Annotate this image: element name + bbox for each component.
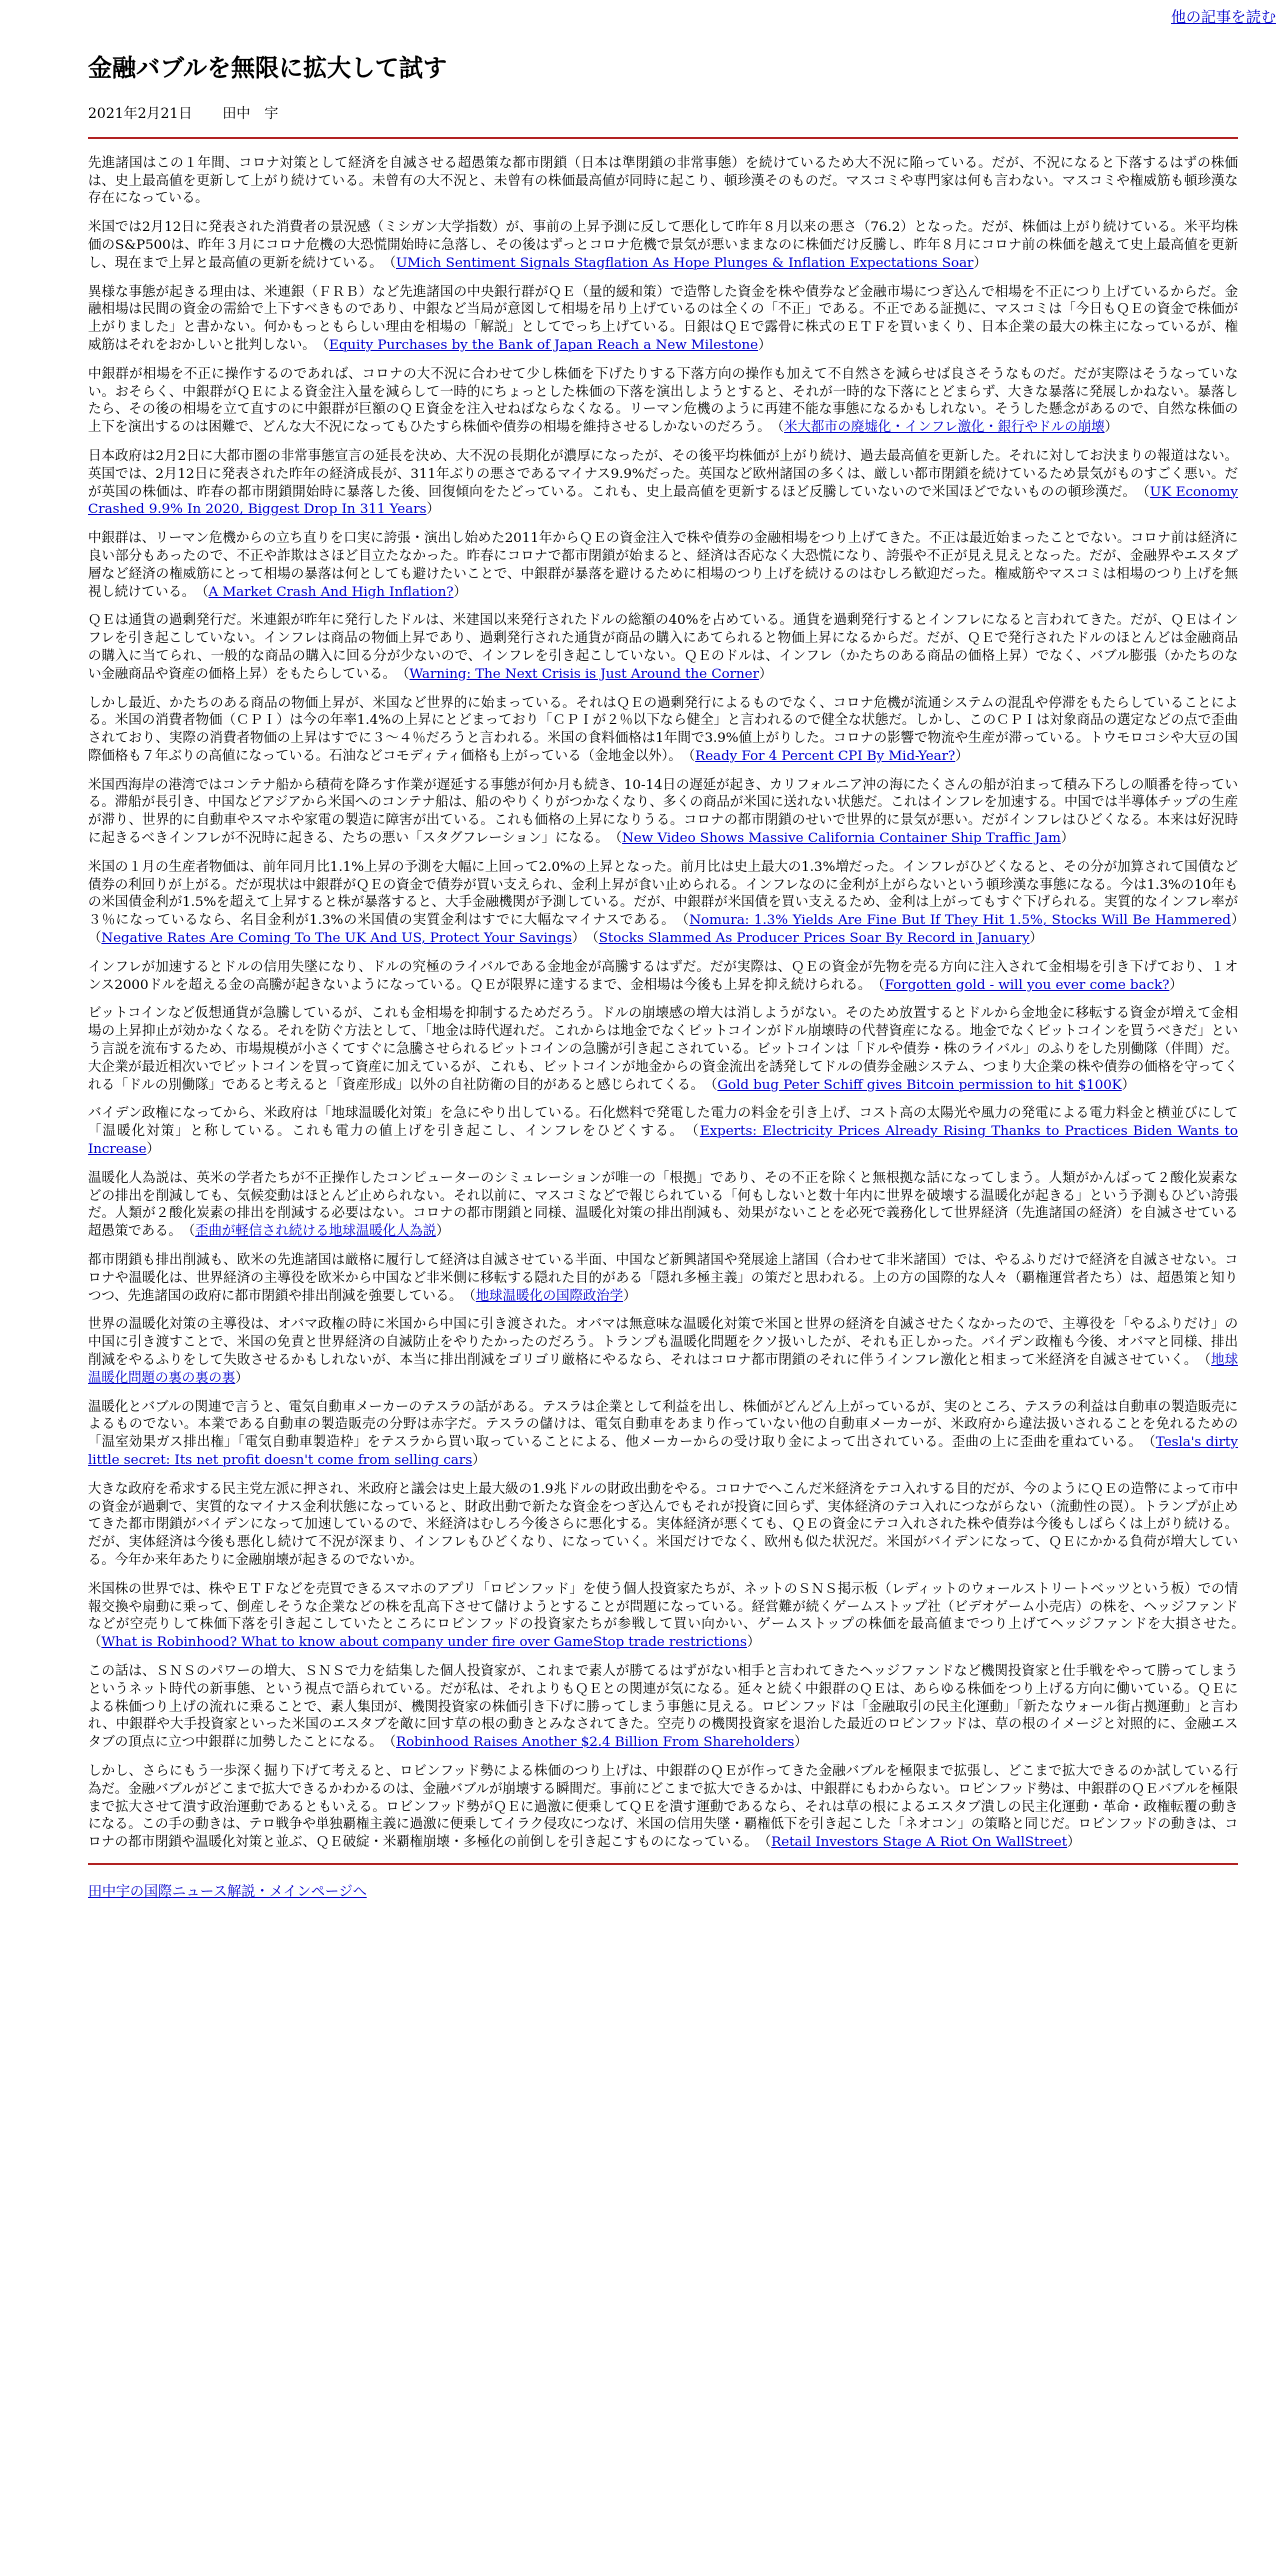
reference-link[interactable]: Experts: Electricity Prices Already Rising Thanks to Practices Biden Wants to Increase — [88, 1124, 1238, 1158]
page-title: 金融バブルを無限に拡大して試す — [88, 53, 448, 82]
article-paragraph — [88, 695, 1238, 766]
reference-link[interactable]: A Market Crash And High Inflation? — [208, 584, 454, 600]
reference-link[interactable]: Equity Purchases by the Bank of Japan Reach a New Milestone — [329, 337, 759, 353]
reference-link-wrapper: （地球温暖化の国際政治学） — [455, 1288, 637, 1304]
reference-link[interactable]: UMich Sentiment Signals Stagflation As Hope Plunges & Inflation Expectations Soar — [396, 255, 974, 271]
paragraph-text: 米国株の世界では、株やＥＴＦなどを売買できるスマホのアプリ「ロビンフッド」を使う個人投資家たちが、ネットのＳＮＳ掲示板（レディットのウォールストリートベッツという板）での情報交換や扇動に乗って、倒産しそうな企業などの株を乱高下させて儲けようとすることが問題になっている。経営難が続くゲームストップ社（ビデオゲーム小売店）の株を、ヘッジファンドなどが空売りして株価下落を引き起こしていたところにロビンフッドの投資家たちが参戦して買い向かい、ゲームストップの株価を最高値までつり上げてヘッジファンドを大損させた。 — [88, 1581, 1238, 1633]
reference-link-wrapper: （UK Economy Crashed 9.9% In 2020, Biggest Drop In 311 Years） — [88, 484, 1238, 518]
paragraph-text: 米国の１月の生産者物価は、前年同月比1.1%上昇の予測を大幅に上回って2.0%の上昇となった。前月比は史上最大の1.3%増だった。インフレがひどくなると、その分が加算されて国債など債券の利回りが上がる。だが現状は中銀群がＱＥの資金で債券が買い支えられ、金利上昇が食い止められる。インフレなのに金利が上がらないという頓珍漢な事態になる。今は1.3%の10年もの米国債金利が1.5%を超えて上昇すると株が暴落すると、大手金融機関が予測している。だが、中銀群が米国債を買い支えるため、金利は上がってもすぐ下げられる。実質的なインフレ率が３％になっているなら、名目金利が1.3%の米国債の実質金利はすでに大幅なマイナスである。 — [88, 859, 1238, 929]
article-paragraph — [88, 1663, 1238, 1752]
article-container — [88, 44, 1252, 1901]
reference-link[interactable]: Stocks Slammed As Producer Prices Soar By Record in January — [598, 931, 1030, 947]
paragraph-text: インフレが加速するとドルの信用失墜になり、ドルの究極のライバルである金地金が高騰するはずだ。だが実際は、ＱＥの資金が先物を売る方向に注入されて金相場を引き下げており、１オンス2000ドルを超える金の高騰が起きないようになっている。ＱＥが限界に達するまで、金相場は今後も上昇を抑え続けられる。 — [88, 959, 1238, 993]
paragraph-text: 温暖化とバブルの関連で言うと、電気自動車メーカーのテスラの話がある。テスラは企業として利益を出し、株価がどんどん上がっているが、実のところ、テスラの利益は自動車の製造販売によるものでない。本業である自動車の製造販売の分野は赤字だ。テスラの儲けは、電気自動車をあまり作っていない他の自動車メーカーが、米政府から違法扱いされることを免れるための「温室効果ガス排出権」「電気自動車製造枠」をテスラから買い取っていることによる、他メーカーからの受け取り金によって出されている。歪曲の上に歪曲を重ねている。 — [88, 1399, 1238, 1451]
reference-link[interactable]: 歪曲が軽信され続ける地球温暖化人為説 — [195, 1224, 437, 1240]
reference-link-wrapper: （Negative Rates Are Coming To The UK And US, Protect Your Savings） — [88, 913, 1252, 947]
paragraph-text: ビットコインなど仮想通貨が急騰しているが、これも金相場を抑制するためだろう。ドルの崩壊感の増大は消しようがない。そのため放置するとドルから金地金に移転する資金が増えて金相場の上昇抑止が効かなくなる。それを防ぐ方法として、「地金は時代遅れだ。これからは地金でなくビットコインがドル崩壊時の代替資産になる。地金でなくビットコインを買うべきだ」という言説を流布するため、市場規模が小さくてすぐに急騰させられるビットコインの急騰が引き起こされている。ビットコインは「ドルや債券・株のライバル」のふりをした別働隊（伴間）だ。大企業が最近相次いでビットコインを買って資産に加えているが、これも、ビットコインが地金からの資金流出を誘発してドルの債券金融システム、つまり大企業の株や債券の価格を守ってくれる「ドルの別働隊」であると考えると「資産形成」以外の自社防衛の目的があると感じられてくる。 — [88, 1006, 1238, 1093]
reference-link-wrapper: （歪曲が軽信され続ける地球温暖化人為説） — [175, 1224, 450, 1240]
reference-link[interactable]: Retail Investors Stage A Riot On WallStreet — [771, 1835, 1068, 1851]
article-paragraph — [88, 959, 1238, 995]
author-name: 田中 宇 — [222, 106, 279, 123]
paragraph-text: この話は、ＳＮＳのパワーの増大、ＳＮＳで力を結集した個人投資家が、これまで素人が勝てるはずがない相手と言われてきたヘッジファンドなど機関投資家と仕手戦をやって勝ってしまうというネット時代の新事態、という視点で語られている。だが私は、それよりもＱＥとの関連が気になる。延々と続く中銀群のＱＥは、あらゆる株価をつり上げる方向に働いている。ＱＥによる株価つり上げの流れに乗ることで、素人集団が、機関投資家の株価引き下げに勝ってしまう事態に見える。ロビンフッドは「金融取引の民主化運動」「新たなウォール街占拠運動」と言われ、中銀群や大手投資家といった米国のエスタブを敵に回す草の根の動きとみなされてきた。空売りの機関投資家を退治した最近のロビンフッドは、草の根のイメージと対照的に、金融エスタブの頂点に立つ中銀群に加勢したことになる。 — [88, 1663, 1238, 1751]
reference-link[interactable]: Nomura: 1.3% Yields Are Fine But If They Hit 1.5%, Stocks Will Be Hammered — [689, 913, 1231, 929]
reference-link[interactable]: New Video Shows Massive California Container Ship Traffic Jam — [622, 831, 1061, 847]
reference-link[interactable]: Ready For 4 Percent CPI By Mid-Year? — [695, 748, 956, 764]
paragraph-text: しかし最近、かたちのある商品の物価上昇が、米国など世界的に始まっている。それはＱＥの過剰発行によるものでなく、コロナ危機が流通システムの混乱や停滞をもたらしていることによる。米国の消費者物価（ＣＰＩ）は今の年率1.4%の上昇にとどまっており「ＣＰＩが２％以下なら健全」と言われるので健全な状態だ。しかし、このＣＰＩは対象商品の選定などの点で歪曲されており、実際の消費者物価の上昇はすでに３～４％だろうと言われる。米国の食料価格は1年間で3.9%値上がりした。コロナの影響で物流や生産が滞っている。トウモロコシや大豆の国際価格も７年ぶりの高値になっている。石油などコモディティ価格も上がっている（金地金以外）。 — [88, 695, 1238, 764]
reference-link-wrapper: （New Video Shows Massive California Container Ship Traffic Jam） — [601, 831, 1075, 847]
article-paragraph — [88, 1481, 1238, 1570]
reference-link-wrapper: （A Market Crash And High Inflation?） — [188, 584, 467, 600]
reference-link[interactable]: Robinhood Raises Another $2.4 Billion From Shareholders — [396, 1735, 795, 1751]
reference-link-wrapper: （What is Robinhood? What to know about company under fire over GameStop trade restrictions） — [88, 1617, 1252, 1651]
article-paragraph — [88, 612, 1238, 683]
paragraph-text: 日本政府は2月2日に大都市圏の非常事態宣言の延長を決め、大不況の長期化が濃厚になったが、その後平均株価が上がり続け、過去最高値を更新した。それに対してお決まりの報道はない。英国では、2月12日に発表された昨年の経済成長が、311年ぶりの悪さであるマイナス9.9%だった。英国など欧州諸国の多くは、厳しい都市閉鎖を続けているため景気がものすごく悪い。だが英国の株価は、昨春の都市閉鎖開始時に暴落した後、回復傾向をたどっている。これも、史上最高値を更新するほど反騰していないので米国ほどでないものの頓珍漢だ。 — [88, 448, 1238, 500]
reference-link[interactable]: 地球温暖化の国際政治学 — [475, 1288, 624, 1304]
reference-link-wrapper: （Stocks Slammed As Producer Prices Soar By Record in January） — [578, 931, 1043, 947]
article-paragraph — [88, 1581, 1252, 1652]
article-paragraph — [88, 219, 1238, 272]
reference-link-wrapper: （Retail Investors Stage A Riot On WallStreet） — [751, 1835, 1081, 1851]
reference-link[interactable]: Negative Rates Are Coming To The UK And US, Protect Your Savings — [101, 931, 572, 947]
reference-link[interactable]: Tesla's dirty little secret: Its net profit doesn't come from selling cars — [88, 1435, 1238, 1468]
reference-link-wrapper: （Ready For 4 Percent CPI By Mid-Year?） — [675, 748, 969, 764]
article-paragraph — [88, 284, 1238, 355]
paragraph-text: 都市閉鎖も排出削減も、欧米の先進諸国は厳格に履行して経済は自滅させている半面、中国など新興諸国や発展途上諸国（合わせて非米諸国）では、やるふりだけで経済を自滅させない。コロナや温暖化は、世界経済の主導役を欧米から中国など非米側に移転する隠れた目的がある「隠れ多極主義」の策だと思われる。上の方の国際的な人々（覇権運営者たち）は、超愚策と知りつつ、先進諸国の政府に都市閉鎖や排出削減を強要している。 — [88, 1253, 1238, 1304]
article-paragraph — [88, 155, 1238, 208]
paragraph-text: 温暖化人為説は、英米の学者たちが不正操作したコンピューターのシミュレーションが唯一の「根拠」であり、その不正を除くと無根拠な話になってしまう。人類がかんばって２酸化炭素などの排出を削減しても、気候変動はほとんど止められない。それ以前に、マスコミなどで報じられている「何もしないと数十年内に世界を破壊する温暖化が起きる」という予測もひどい誇張だ。人類が２酸化炭素の排出を削減する必要はない。コロナの都市閉鎖と同様、温暖化対策の排出削減も、効果がないことを必死で義務化して世界経済（先進諸国の経済）を自滅させている超愚策である。 — [88, 1170, 1238, 1240]
header-divider — [88, 137, 1238, 139]
main-page-link[interactable]: 田中宇の国際ニュース解説・メインページへ — [88, 1883, 367, 1900]
reference-link[interactable]: UK Economy Crashed 9.9% In 2020, Biggest Drop In 311 Years — [88, 484, 1238, 518]
reference-link-wrapper: （Nomura: 1.3% Yields Are Fine But If They Hit 1.5%, Stocks Will Be Hammered） — [668, 913, 1238, 929]
article-paragraph — [88, 1005, 1238, 1094]
reference-link-wrapper: （地球温暖化問題の裏の裏の裏） — [88, 1353, 1238, 1386]
paragraph-text: 中銀群は、リーマン危機からの立ち直りを口実に誇張・演出し始めた2011年からＱＥの資金注入で株や債券の金融相場をつり上げてきた。不正は最近始まったことでない。コロナ前は経済に良い部分もあったので、不正や詐欺はさほど目立たなかった。昨春にコロナで都市閉鎖が始まると、経済は否応なく大恐慌になり、誇張や不正が見え見えとなった。だが、金融界やエスタブ層など経済の権威筋にとって相場の暴落は何としても避けたいことで、中銀群が暴落を避けるために相場のつり上げを続けるのはむしろ歓迎だった。権威筋やマスコミは相場のつり上げを無視し続けている。 — [88, 531, 1238, 600]
article-paragraph — [88, 1763, 1238, 1852]
footer-divider — [88, 1863, 1238, 1865]
byline — [88, 105, 1238, 125]
paragraph-text: しかし、さらにもう一歩深く掘り下げて考えると、ロビンフッド勢による株価のつり上げは、中銀群のＱＥが作ってきた金融バブルを極限まで拡張し、どこまで拡大できるのか試している行為だ。金融バブルがどこまで拡大できるかわかるのは、金融バブルが崩壊する瞬間だ。事前にどこまで拡大できるかは、中銀群にもわからない。ロビンフッド勢は、中銀群のＱＥバブルを極限まで拡大させて潰す政治運動であるともいえる。ロビンフッド勢がＱＥに過激に便乗してＱＥを潰す運動であるなら、それは草の根によるエスタブ潰しの民主化運動・革命・政権転覆の動きになる。この手の動きは、テロ戦争や単独覇権主義に過激に便乗してイラク侵攻につなげ、米国の信用失墜・覇権低下を引き起こした「ネオコン」の策略と同じだ。ロビンフッドの動きは、コロナの都市閉鎖や温暖化対策と並ぶ、ＱＥ破綻・米覇権崩壊・多極化の前倒しを引き起こすものになっている。 — [88, 1763, 1238, 1851]
article-paragraph — [88, 1399, 1238, 1470]
reference-link-wrapper: （Tesla's dirty little secret: Its net profit doesn't come from selling cars） — [88, 1435, 1238, 1468]
article-paragraph — [88, 448, 1238, 519]
reference-link-wrapper: （Warning: The Next Crisis is Just Around the Corner） — [389, 666, 773, 682]
article-paragraph — [88, 1105, 1238, 1158]
paragraph-text: ＱＥは通貨の過剰発行だ。米連銀が昨年に発行したドルは、米建国以来発行されたドルの総額の40%を占めている。通貨を過剰発行するとインフレになると言われてきた。だが、ＱＥはインフレを引き起こしていない。インフレは商品の物価上昇であり、過剰発行された通貨が商品の購入にあてられると物価上昇になるからだ。だが、ＱＥで発行されたドルのほとんどは金融商品の購入に当てられ、一般的な商品の購入に回る分が少ないので、インフレを引き起こしていない。ＱＥのドルは、インフレ（かたちのある商品の価格上昇）でなく、バブル膨張（かたちのない金融商品や資産の価格上昇）をもたらしている。 — [88, 613, 1238, 682]
article-paragraph — [88, 530, 1238, 601]
paragraph-text: 米国では2月12日に発表された消費者の景況感（ミシガン大学指数）が、事前の上昇予測に反して悪化して昨年８月以来の悪さ（76.2）となった。だが、株価は上がり続けている。米平均株価のS&P500は、昨年３月にコロナ危機の大恐慌開始時に急落し、その後はずっとコロナ危機で景気が悪いままなのに株価だけ反騰し、昨年８月にコロナ前の株価を越えて史上最高値を更新し、現在まで上昇と最高値の更新を続けている。 — [88, 220, 1238, 271]
paragraph-text: 中銀群が相場を不正に操作するのであれば、コロナの大不況に合わせて少し株価を下げたりする下落方向の操作も加えて不自然さを減らせば良さそうなものだ。だが実際はそうなっていない。おそらく、中銀群がＱＥによる資金注入量を減らして一時的にちょっとした株価の下落を演出しようとすると、それが一時的な下落にとどまらず、大きな暴落に発展しかねない。暴落したら、その後の相場を立て直すのに中銀群が巨額のＱＥ資金を注入せねばならなくなる。リーマン危機のように再建不能な事態になるかもしれない。そうした懸念があるので、自然な株価の上下を演出するのは困難で、どんな大不況になってもひたすら株価や債券の相場を維持させるしかないのだろう。 — [88, 366, 1238, 436]
article-paragraph — [88, 1316, 1238, 1387]
article-paragraph — [88, 777, 1238, 848]
reference-link-wrapper: （Gold bug Peter Schiff gives Bitcoin permission to hit $100K） — [697, 1077, 1136, 1093]
paragraph-text: 米国西海岸の港湾ではコンテナ船から積荷を降ろす作業が遅延する事態が何か月も続き、10-14日の遅延が起き、カリフォルニア沖の海にたくさんの船が泊まって積み下ろしの順番を待っている。滞船が長引き、中国などアジアから米国へのコンテナ船は、船のやりくりがつかなくなり、多くの商品が米国に送れない状態だ。これはインフレを加速する。中国では半導体チップの生産が滞り、世界的に自動車やスマホや家電の製造に障害が出ている。これも価格の上昇になりうる。コロナの都市閉鎖のせいで世界的に景気が悪い。だがインフレはひどくなる。本来は好況時に起きるべきインフレが不況時に起きる、たちの悪い「スタグフレーション」になる。 — [88, 777, 1238, 847]
article-body — [88, 155, 1252, 1852]
reference-link[interactable]: Warning: The Next Crisis is Just Around the Corner — [409, 666, 759, 682]
reference-link[interactable]: Forgotten gold - will you ever come back? — [884, 977, 1170, 993]
paragraph-text: 異様な事態が起きる理由は、米連銀（ＦＲＢ）など先進諸国の中央銀行群がＱＥ（量的緩和策）で造幣した資金を株や債券など金融市場につぎ込んで相場を不正につり上げているからだ。金融相場は民間の資金の需給で上下すべきものであり、中銀など当局が意図して相場を吊り上げているのは全くの「不正」である。不正である証拠に、マスコミは「今日もＱＥの資金で株価が上がりました」と書かない。何かもっともらしい理由を相場の「解説」としてでっち上げている。日銀はＱＥで露骨に株式のＥＴＦを買いまくり、日本企業の最大の株主になっているが、権威筋はそれをおかしいと批判しない。 — [88, 284, 1238, 353]
article-paragraph — [88, 1170, 1238, 1241]
reference-link[interactable]: What is Robinhood? What to know about company under fire over GameStop trade restrictions — [101, 1635, 747, 1651]
article-paragraph — [88, 366, 1238, 437]
paragraph-text: 世界の温暖化対策の主導役は、オバマ政権の時に米国から中国に引き渡された。オバマは無意味な温暖化対策で米国と世界の経済を自滅させたくなかったので、主導役を「やるふりだけ」の中国に引き渡すことで、米国の免責と世界経済の自滅防止をやりたかったのだろう。トランプも温暖化問題をクソ扱いしたが、それも正しかった。バイデン政権も今後、オバマと同様、排出削減をやるふりをして失敗させるかもしれないが、本当に排出削減をゴリゴリ厳格にやるなら、それはコロナ都市閉鎖のそれに伴うインフレ激化と相まって米経済を自滅させていく。 — [88, 1317, 1238, 1368]
reference-link-wrapper: （Forgotten gold - will you ever come back?） — [864, 977, 1183, 993]
reference-link[interactable]: 米大都市の廃墟化・インフレ激化・銀行やドルの崩壊 — [784, 420, 1105, 436]
paragraph-text: 大きな政府を希求する民主党左派に押され、米政府と議会は史上最大級の1.9兆ドルの財政出動をやる。コロナでへこんだ米経済をテコ入れする目的だが、今のようにＱＥの造幣によって市中の資金が過剰で、実質的なマイナス金利状態になっていると、財政出動で新たな資金をつぎ込んでもそれが投資に回らず、実体経済のテコ入れにつながらない（流動性の罠）。トランプが止めてきた都市閉鎖がバイデンになって加速しているので、米経済はむしろ今後さらに悪化する。実体経済が悪くても、ＱＥの資金にテコ入れされた株や債券は今後もしばらくは上がり続ける。だが、実体経済は今後も悪化し続けて不況が深まり、インフレもひどくなり、になっていく。米国だけでなく、欧州も似た状況だ。米国がバイデンになって、ＱＥにかかる負荷が増大している。今年か来年あたりに金融崩壊が起きるのでないか。 — [88, 1481, 1238, 1568]
paragraph-text: 先進諸国はこの１年間、コロナ対策として経済を自滅させる超愚策な都市閉鎖（日本は準閉鎖の非常事態）を続けているため大不況に陥っている。だが、不況になると下落するはずの株価は、史上最高値を更新して上がり続けている。未曾有の大不況と、未曾有の株価最高値が同時に起こり、頓珍漢そのものだ。マスコミや専門家は何も言わない。マスコミや権威筋も頓珍漢な存在になっている。 — [88, 155, 1238, 207]
paragraph-text: バイデン政権になってから、米政府は「地球温暖化対策」を急にやり出している。石化燃料で発電した電力の料金を引き上げ、コスト高の太陽光や風力の発電による電力料金と横並びにして「温暖化対策」と称している。これも電力の値上げを引き起こし、インフレをひどくする。 — [88, 1106, 1238, 1140]
article-paragraph — [88, 1252, 1238, 1305]
reference-link-wrapper: （Robinhood Raises Another $2.4 Billion From Shareholders） — [375, 1735, 808, 1751]
reference-link-wrapper: （UMich Sentiment Signals Stagflation As Hope Plunges & Inflation Expectations Soar） — [375, 255, 987, 271]
article-paragraph — [88, 859, 1252, 948]
reference-link[interactable]: Gold bug Peter Schiff gives Bitcoin permission to hit $100K — [717, 1077, 1122, 1093]
reference-link-wrapper: （Experts: Electricity Prices Already Rising Thanks to Practices Biden Wants to Increase） — [88, 1124, 1238, 1158]
reference-link-wrapper: （Equity Purchases by the Bank of Japan Reach a New Milestone） — [308, 337, 772, 353]
reference-link-wrapper: （米大都市の廃墟化・インフレ激化・銀行やドルの崩壊） — [763, 420, 1119, 436]
reference-link[interactable]: 地球温暖化問題の裏の裏の裏 — [88, 1353, 1238, 1386]
publish-date: 2021年2月21日 — [88, 106, 193, 123]
other-articles-link[interactable]: 他の記事を読む — [1170, 8, 1276, 26]
